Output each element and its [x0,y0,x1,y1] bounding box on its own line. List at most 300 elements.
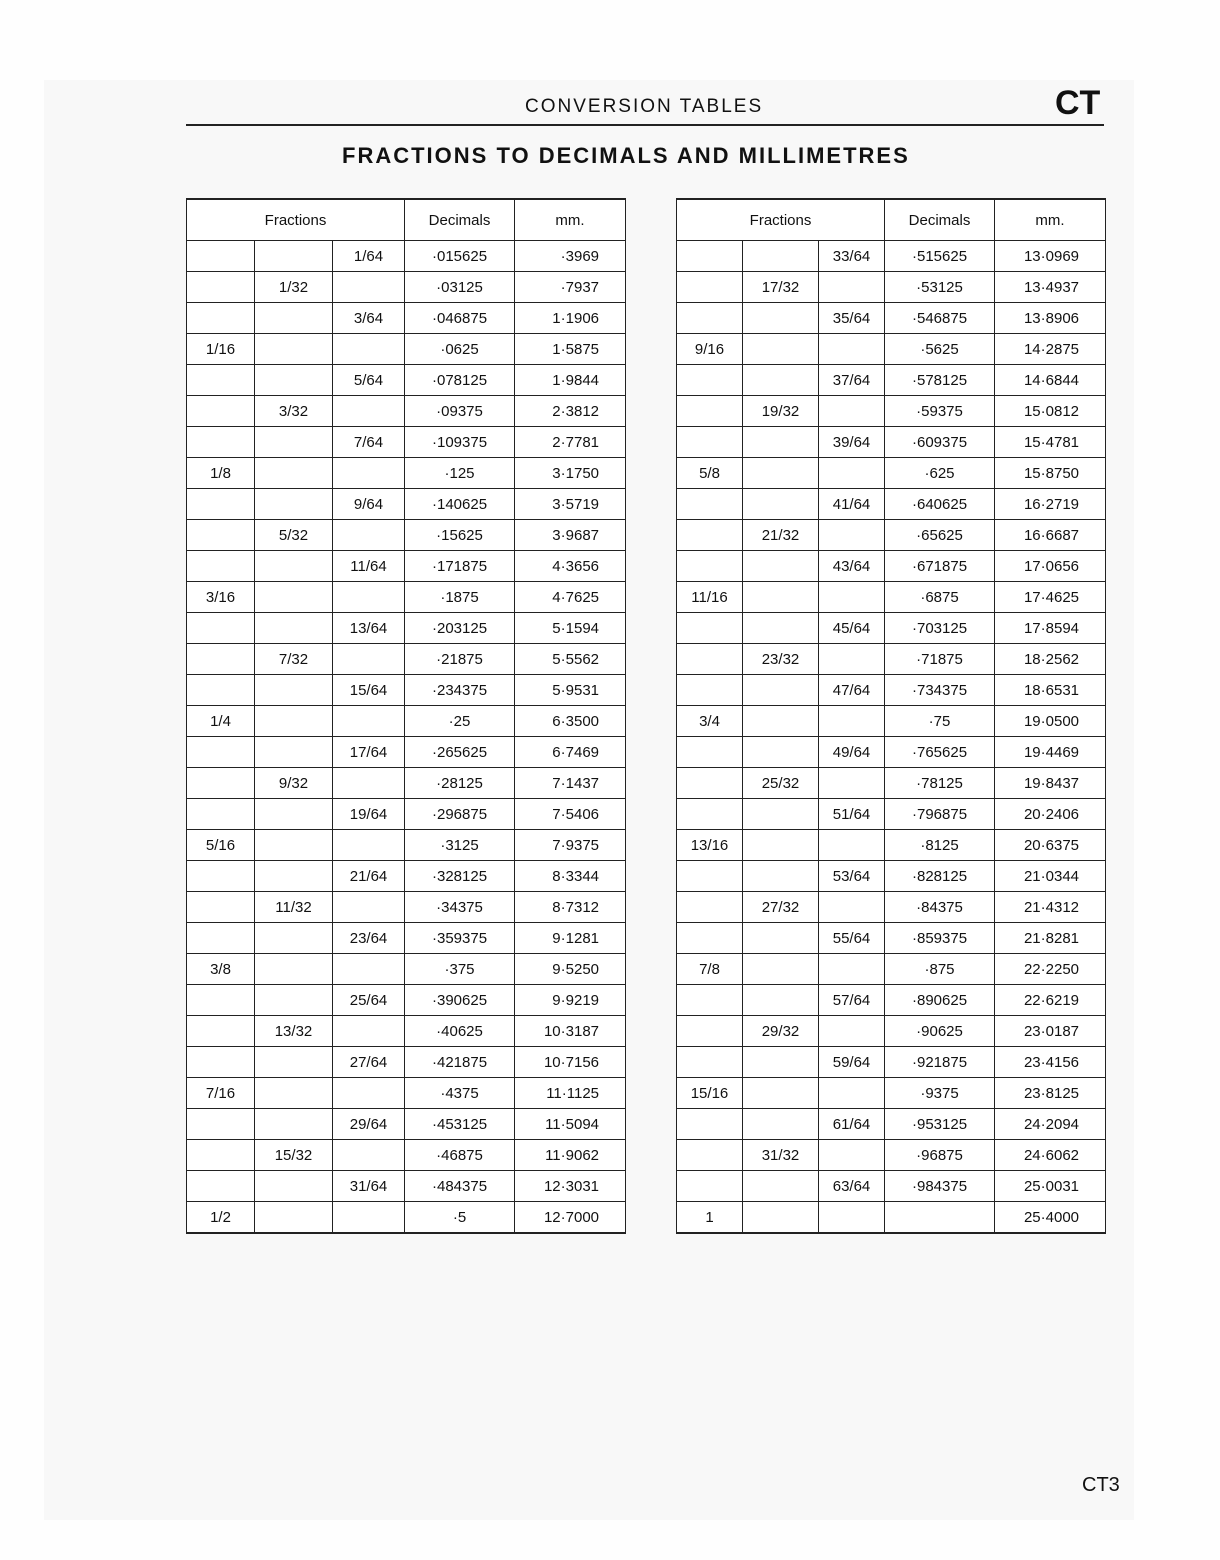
fraction-sixtyfourths-cell [333,1016,405,1047]
decimal-cell: ·390625 [405,985,515,1016]
fraction-sixtyfourths-cell: 35/64 [819,303,885,334]
table-row [187,892,626,923]
header-code: CT [1055,84,1101,122]
table-row [187,272,626,303]
table-row [187,396,626,427]
fraction-sixteenths-cell [187,427,255,458]
mm-cell: 13·8906 [995,303,1106,334]
fraction-thirtyseconds-cell [255,365,333,396]
mm-cell: 13·4937 [995,272,1106,303]
fraction-sixtyfourths-cell [819,644,885,675]
fraction-sixtyfourths-cell [819,582,885,613]
table-row [677,458,1106,489]
fraction-sixteenths-cell [187,396,255,427]
decimal-cell: ·921875 [885,1047,995,1078]
fraction-sixtyfourths-cell [819,272,885,303]
table-row [677,706,1106,737]
table-row [187,799,626,830]
fraction-sixteenths-cell [677,1140,743,1171]
decimal-cell: ·15625 [405,520,515,551]
fraction-sixtyfourths-cell: 11/64 [333,551,405,582]
fraction-thirtyseconds-cell [255,923,333,954]
fraction-thirtyseconds-cell: 19/32 [743,396,819,427]
table-row [677,1047,1106,1078]
decimal-cell: ·328125 [405,861,515,892]
fraction-thirtyseconds-cell [255,1047,333,1078]
header-title: CONVERSION TABLES [525,96,764,117]
fraction-sixtyfourths-cell [333,768,405,799]
table-row [187,861,626,892]
fraction-thirtyseconds-cell [255,582,333,613]
decimal-cell: ·34375 [405,892,515,923]
fraction-sixteenths-cell: 1/16 [187,334,255,365]
fraction-sixteenths-cell: 1/8 [187,458,255,489]
fraction-thirtyseconds-cell [743,1078,819,1109]
decimal-cell: ·484375 [405,1171,515,1202]
fraction-sixteenths-cell [677,985,743,1016]
decimal-cell: ·875 [885,954,995,985]
fraction-sixtyfourths-cell [333,892,405,923]
table-row [677,520,1106,551]
fraction-sixteenths-cell [677,551,743,582]
fraction-thirtyseconds-cell [743,489,819,520]
mm-cell: 22·2250 [995,954,1106,985]
table-row [677,582,1106,613]
fraction-sixtyfourths-cell: 55/64 [819,923,885,954]
fraction-thirtyseconds-cell [743,582,819,613]
table-row [677,830,1106,861]
mm-cell: 12·7000 [515,1202,626,1234]
decimal-cell: ·984375 [885,1171,995,1202]
table-row [677,985,1106,1016]
fraction-thirtyseconds-cell: 9/32 [255,768,333,799]
mm-cell: 24·2094 [995,1109,1106,1140]
fraction-thirtyseconds-cell [255,799,333,830]
left-conversion-table [186,198,626,1234]
mm-cell: 23·8125 [995,1078,1106,1109]
fraction-thirtyseconds-cell [743,923,819,954]
fraction-sixteenths-cell [677,799,743,830]
mm-cell: 22·6219 [995,985,1106,1016]
fraction-sixteenths-cell [187,241,255,272]
decimal-cell: ·96875 [885,1140,995,1171]
mm-cell: 11·1125 [515,1078,626,1109]
fraction-sixteenths-cell [187,365,255,396]
table-row [677,396,1106,427]
fraction-sixteenths-cell: 7/16 [187,1078,255,1109]
fraction-sixteenths-cell [187,861,255,892]
fraction-sixteenths-cell [187,272,255,303]
decimal-cell: ·40625 [405,1016,515,1047]
fraction-sixteenths-cell [187,489,255,520]
mm-cell: 16·6687 [995,520,1106,551]
fraction-sixteenths-cell [187,675,255,706]
table-row [187,737,626,768]
mm-cell: 21·8281 [995,923,1106,954]
table-row [187,1016,626,1047]
fraction-sixteenths-cell [677,427,743,458]
fraction-thirtyseconds-cell [743,706,819,737]
table-row [677,1140,1106,1171]
mm-cell: 3·5719 [515,489,626,520]
fraction-thirtyseconds-cell [255,737,333,768]
fraction-sixteenths-cell [677,923,743,954]
fraction-thirtyseconds-cell: 17/32 [743,272,819,303]
decimal-cell: ·1875 [405,582,515,613]
fraction-sixteenths-cell [187,799,255,830]
table-row [677,954,1106,985]
table-row [677,551,1106,582]
fraction-sixtyfourths-cell [819,396,885,427]
fraction-sixteenths-cell [187,892,255,923]
decimal-cell: ·59375 [885,396,995,427]
decimal-cell: ·375 [405,954,515,985]
fraction-thirtyseconds-cell [255,241,333,272]
mm-cell: 23·4156 [995,1047,1106,1078]
fraction-sixtyfourths-cell: 25/64 [333,985,405,1016]
mm-cell: 15·8750 [995,458,1106,489]
mm-cell: 20·6375 [995,830,1106,861]
fraction-sixteenths-cell [187,520,255,551]
decimal-cell: ·0625 [405,334,515,365]
decimal-cell: ·890625 [885,985,995,1016]
table-row [677,303,1106,334]
fraction-thirtyseconds-cell [743,1171,819,1202]
fraction-sixtyfourths-cell [333,272,405,303]
mm-cell: 10·7156 [515,1047,626,1078]
fraction-thirtyseconds-cell: 29/32 [743,1016,819,1047]
mm-cell: 12·3031 [515,1171,626,1202]
fraction-sixtyfourths-cell: 47/64 [819,675,885,706]
decimal-cell: ·546875 [885,303,995,334]
fraction-sixteenths-cell [187,613,255,644]
decimal-cell: ·25 [405,706,515,737]
decimal-cell: ·5 [405,1202,515,1234]
mm-cell: 19·0500 [995,706,1106,737]
fraction-sixtyfourths-cell: 39/64 [819,427,885,458]
table-row [677,613,1106,644]
mm-cell: ·3969 [515,241,626,272]
mm-cell: 14·2875 [995,334,1106,365]
fraction-sixtyfourths-cell [333,706,405,737]
fraction-thirtyseconds-cell [743,365,819,396]
fraction-sixtyfourths-cell: 59/64 [819,1047,885,1078]
fraction-sixtyfourths-cell [819,520,885,551]
fraction-sixtyfourths-cell [819,1078,885,1109]
decimal-cell: ·078125 [405,365,515,396]
mm-cell: 3·9687 [515,520,626,551]
decimal-cell: ·859375 [885,923,995,954]
page-number: CT3 [1082,1474,1120,1496]
fraction-thirtyseconds-cell [743,861,819,892]
fraction-sixteenths-cell [677,892,743,923]
fraction-thirtyseconds-cell [255,830,333,861]
table-row [187,303,626,334]
fraction-sixtyfourths-cell: 27/64 [333,1047,405,1078]
table-row [677,334,1106,365]
table-row [677,861,1106,892]
table-row [187,334,626,365]
table-header-row [187,199,626,241]
fraction-sixtyfourths-cell [333,644,405,675]
fraction-sixteenths-cell [677,241,743,272]
fraction-sixtyfourths-cell: 29/64 [333,1109,405,1140]
mm-cell: 17·4625 [995,582,1106,613]
fraction-thirtyseconds-cell [255,954,333,985]
fraction-sixteenths-cell [677,520,743,551]
fraction-sixteenths-cell: 13/16 [677,830,743,861]
fraction-sixteenths-cell [677,768,743,799]
fraction-sixteenths-cell [677,303,743,334]
fraction-thirtyseconds-cell [743,985,819,1016]
decimals-header: Decimals [885,199,995,241]
fraction-sixtyfourths-cell: 43/64 [819,551,885,582]
fraction-sixtyfourths-cell: 37/64 [819,365,885,396]
decimal-cell: ·46875 [405,1140,515,1171]
mm-cell: 7·5406 [515,799,626,830]
table-row [187,427,626,458]
table-row [677,768,1106,799]
fraction-sixtyfourths-cell [819,830,885,861]
fractions-header: Fractions [187,199,405,241]
fraction-sixteenths-cell: 7/8 [677,954,743,985]
fraction-thirtyseconds-cell [255,551,333,582]
fraction-sixtyfourths-cell: 13/64 [333,613,405,644]
fraction-thirtyseconds-cell: 1/32 [255,272,333,303]
mm-cell: 4·3656 [515,551,626,582]
fraction-sixteenths-cell [677,644,743,675]
fraction-sixteenths-cell [677,1171,743,1202]
fraction-sixteenths-cell: 5/16 [187,830,255,861]
table-row [677,1016,1106,1047]
decimal-cell: ·171875 [405,551,515,582]
fraction-thirtyseconds-cell: 25/32 [743,768,819,799]
table-row [677,241,1106,272]
table-row [677,675,1106,706]
fractions-header: Fractions [677,199,885,241]
fraction-sixteenths-cell [677,613,743,644]
fraction-sixteenths-cell [187,1016,255,1047]
fraction-sixteenths-cell: 3/16 [187,582,255,613]
fraction-sixtyfourths-cell [819,1202,885,1234]
decimal-cell: ·234375 [405,675,515,706]
fraction-thirtyseconds-cell [743,613,819,644]
decimal-cell: ·53125 [885,272,995,303]
fraction-sixteenths-cell: 5/8 [677,458,743,489]
fraction-sixteenths-cell: 3/4 [677,706,743,737]
decimal-cell: ·671875 [885,551,995,582]
fraction-sixtyfourths-cell: 31/64 [333,1171,405,1202]
fraction-thirtyseconds-cell [743,458,819,489]
table-row [187,613,626,644]
table-row [187,706,626,737]
table-row [677,799,1106,830]
table-row [677,644,1106,675]
table-row [677,1109,1106,1140]
mm-cell: 9·5250 [515,954,626,985]
decimal-cell: ·71875 [885,644,995,675]
decimal-cell: ·6875 [885,582,995,613]
fraction-thirtyseconds-cell [743,799,819,830]
mm-cell: 5·1594 [515,613,626,644]
mm-cell: 10·3187 [515,1016,626,1047]
fraction-thirtyseconds-cell: 21/32 [743,520,819,551]
fraction-sixteenths-cell: 1/2 [187,1202,255,1234]
fraction-sixtyfourths-cell: 23/64 [333,923,405,954]
table-row [187,520,626,551]
table-row [677,1171,1106,1202]
fraction-sixtyfourths-cell [333,396,405,427]
fraction-sixtyfourths-cell [333,334,405,365]
fraction-thirtyseconds-cell [743,551,819,582]
fraction-thirtyseconds-cell [743,1202,819,1234]
decimal-cell: ·703125 [885,613,995,644]
mm-cell: 9·1281 [515,923,626,954]
fraction-sixtyfourths-cell [333,520,405,551]
fraction-sixteenths-cell: 11/16 [677,582,743,613]
mm-cell: 25·4000 [995,1202,1106,1234]
fraction-sixteenths-cell [187,1109,255,1140]
decimal-cell: ·265625 [405,737,515,768]
fraction-sixtyfourths-cell [819,334,885,365]
fraction-sixteenths-cell [677,365,743,396]
fraction-sixtyfourths-cell: 49/64 [819,737,885,768]
fraction-sixtyfourths-cell [333,830,405,861]
decimals-header: Decimals [405,199,515,241]
fraction-sixtyfourths-cell [819,706,885,737]
decimal-cell: ·3125 [405,830,515,861]
fraction-thirtyseconds-cell [255,334,333,365]
table-row [677,272,1106,303]
table-row [677,737,1106,768]
table-row [677,892,1106,923]
table-row [187,768,626,799]
decimal-cell: ·953125 [885,1109,995,1140]
fraction-thirtyseconds-cell [743,675,819,706]
fraction-sixteenths-cell [187,551,255,582]
table-row [187,551,626,582]
fraction-sixteenths-cell [187,1047,255,1078]
table-row [187,1140,626,1171]
fraction-thirtyseconds-cell [743,830,819,861]
mm-cell: 1·9844 [515,365,626,396]
right-conversion-table [676,198,1106,1234]
fraction-thirtyseconds-cell: 3/32 [255,396,333,427]
mm-cell: 15·0812 [995,396,1106,427]
fraction-sixtyfourths-cell: 19/64 [333,799,405,830]
decimal-cell: ·796875 [885,799,995,830]
fraction-sixteenths-cell [187,1140,255,1171]
fraction-sixteenths-cell [187,644,255,675]
decimal-cell: ·515625 [885,241,995,272]
decimal-cell: ·90625 [885,1016,995,1047]
mm-cell: 9·9219 [515,985,626,1016]
table-row [187,644,626,675]
fraction-thirtyseconds-cell [743,737,819,768]
mm-header: mm. [515,199,626,241]
fraction-sixtyfourths-cell [819,458,885,489]
decimal-cell: ·09375 [405,396,515,427]
mm-cell: 7·1437 [515,768,626,799]
fraction-sixtyfourths-cell: 63/64 [819,1171,885,1202]
mm-cell: 21·4312 [995,892,1106,923]
fraction-sixtyfourths-cell: 15/64 [333,675,405,706]
mm-cell: 14·6844 [995,365,1106,396]
mm-cell: 25·0031 [995,1171,1106,1202]
mm-cell: 4·7625 [515,582,626,613]
header-rule [186,124,1104,126]
decimal-cell: ·578125 [885,365,995,396]
fraction-thirtyseconds-cell: 5/32 [255,520,333,551]
mm-cell: 5·9531 [515,675,626,706]
fraction-sixtyfourths-cell: 61/64 [819,1109,885,1140]
fraction-thirtyseconds-cell [743,1109,819,1140]
fraction-thirtyseconds-cell [743,303,819,334]
table-row [187,1047,626,1078]
fraction-thirtyseconds-cell [743,241,819,272]
mm-cell: 1·1906 [515,303,626,334]
mm-cell: 17·8594 [995,613,1106,644]
table-row [187,1109,626,1140]
decimal-cell: ·640625 [885,489,995,520]
table-row [187,830,626,861]
fraction-sixtyfourths-cell [819,1140,885,1171]
decimal-cell: ·28125 [405,768,515,799]
mm-cell: 23·0187 [995,1016,1106,1047]
fraction-thirtyseconds-cell: 27/32 [743,892,819,923]
fraction-sixteenths-cell [187,768,255,799]
fraction-thirtyseconds-cell [255,458,333,489]
fraction-thirtyseconds-cell: 11/32 [255,892,333,923]
fraction-sixteenths-cell [677,489,743,520]
fraction-sixtyfourths-cell [333,1140,405,1171]
mm-cell: ·7937 [515,272,626,303]
decimal-cell: ·03125 [405,272,515,303]
fraction-thirtyseconds-cell [255,489,333,520]
mm-cell: 5·5562 [515,644,626,675]
table-row [677,365,1106,396]
decimal-cell: ·609375 [885,427,995,458]
fraction-sixtyfourths-cell: 9/64 [333,489,405,520]
fraction-sixtyfourths-cell [333,582,405,613]
decimal-cell: ·84375 [885,892,995,923]
mm-cell: 3·1750 [515,458,626,489]
fraction-sixtyfourths-cell: 7/64 [333,427,405,458]
decimal-cell: ·625 [885,458,995,489]
decimal-cell: ·421875 [405,1047,515,1078]
decimal-cell: ·9375 [885,1078,995,1109]
mm-cell: 8·7312 [515,892,626,923]
mm-cell: 24·6062 [995,1140,1106,1171]
mm-cell: 1·5875 [515,334,626,365]
fraction-sixtyfourths-cell: 57/64 [819,985,885,1016]
fraction-sixtyfourths-cell: 1/64 [333,241,405,272]
fraction-thirtyseconds-cell [255,1109,333,1140]
fraction-thirtyseconds-cell [255,1171,333,1202]
table-row [187,241,626,272]
fraction-sixteenths-cell [677,396,743,427]
fraction-sixteenths-cell [187,985,255,1016]
decimal-cell: ·296875 [405,799,515,830]
decimal-cell: ·359375 [405,923,515,954]
decimal-cell [885,1202,995,1234]
table-row [677,1078,1106,1109]
mm-cell: 11·9062 [515,1140,626,1171]
fraction-sixtyfourths-cell: 51/64 [819,799,885,830]
fraction-sixtyfourths-cell: 53/64 [819,861,885,892]
mm-cell: 16·2719 [995,489,1106,520]
fraction-sixtyfourths-cell: 41/64 [819,489,885,520]
